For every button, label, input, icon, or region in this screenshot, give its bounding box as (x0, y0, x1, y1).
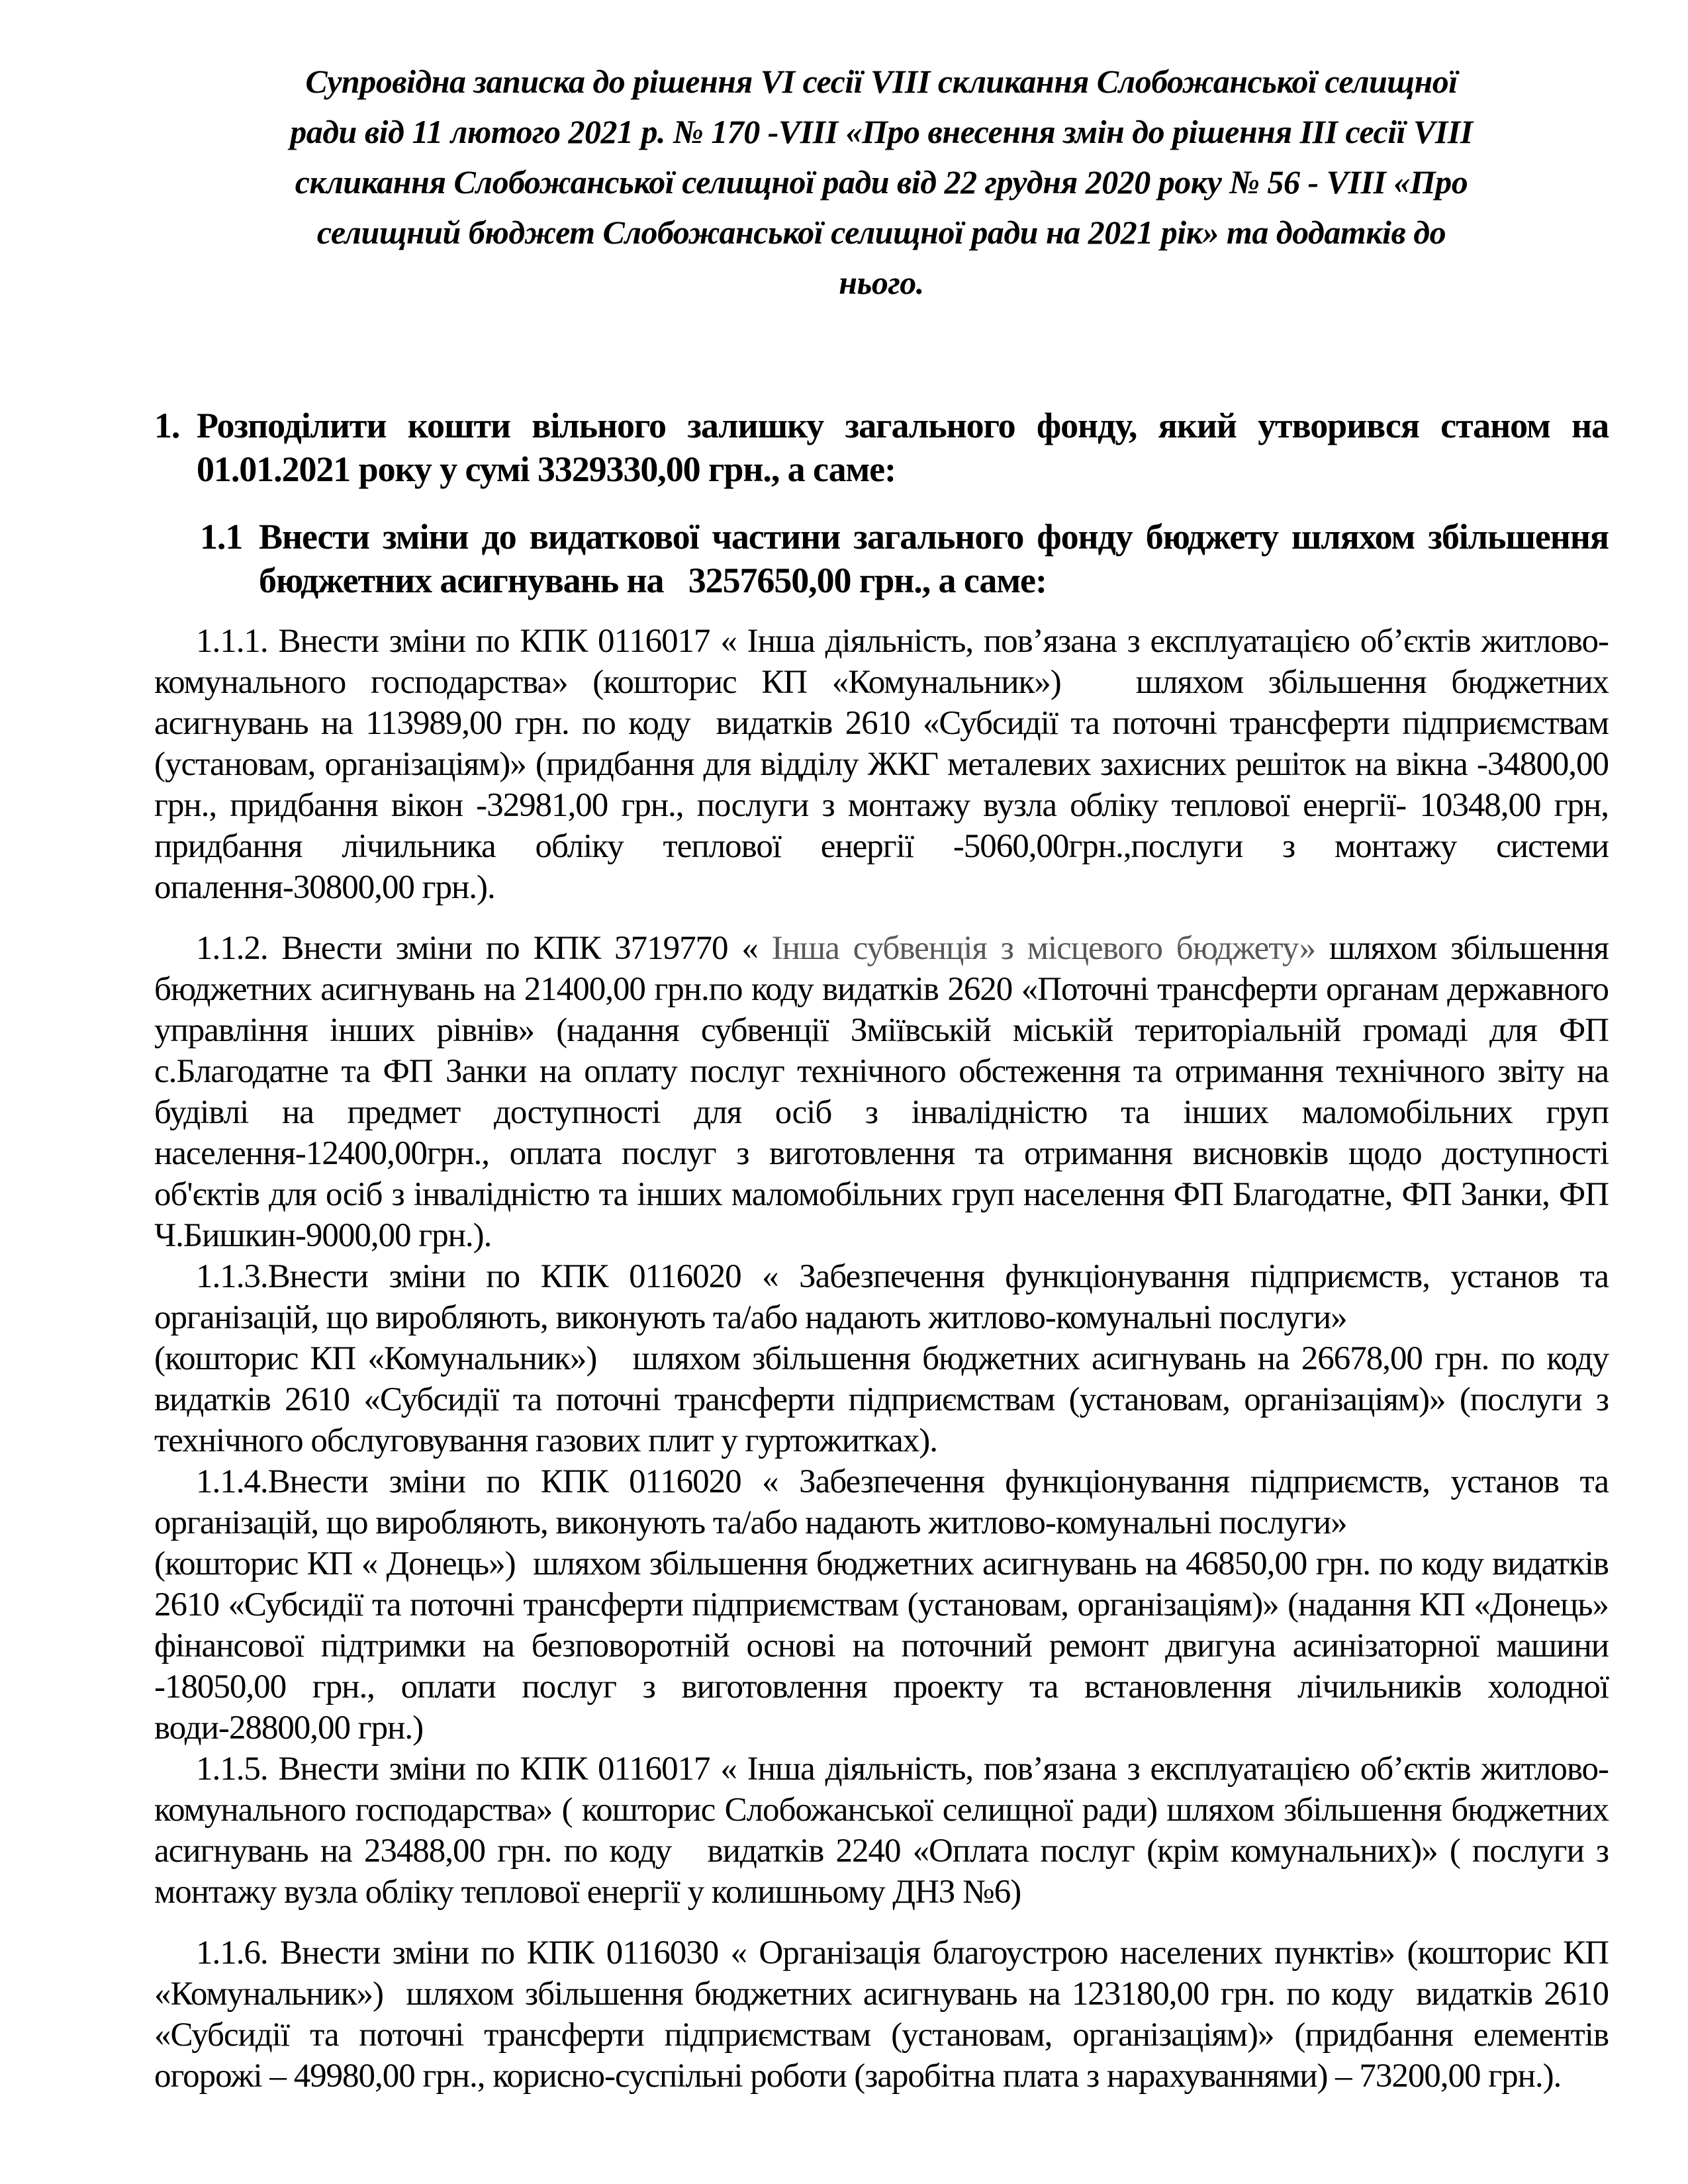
paragraph-1-1-1 (154, 621, 1609, 908)
paragraph-1-1-6 (154, 1933, 1609, 2097)
text-run: 1.1.5. Внести зміни по КПК 0116017 « Інша діяльність, пов’язана з експлуатацією об’єктів житлово-комунального господарства» ( кошторис Слобожанської селищної ради) шляхом збільшення бюджетних асигнувань на 23488,00 грн. по коду видатків 2240 «Оплата послуг (крім комунальних)» ( послуги з монтажу вузла обліку теплової енергії у колишньому ДНЗ №6) (154, 1751, 1609, 1911)
text-run: (кошторис КП «Комунальник») шляхом збільшення бюджетних асигнувань на 26678,00 грн. по коду видатків 2610 «Субсидії та поточні трансферти підприємствам (установам, організаціям)» (послуги з технічного обслуговування газових плит у гуртожитках). (154, 1340, 1609, 1459)
text-run: (кошторис КП « Донець») шляхом збільшення бюджетних асигнувань на 46850,00 грн. по коду видатків 2610 «Субсидії та поточні трансферти підприємствам (установам, організаціям)» (надання КП «Донець» фінансової підтримки на безповоротній основі на поточний ремонт двигуна асинізаторної машини -18050,00 грн., оплати послуг з виготовлення проекту та встановлення лічильників холодної води-28800,00 грн.) (154, 1545, 1609, 1747)
title-line: Супровідна записка до рішення VI сесії VIII скликання Слобожанської селищної (305, 63, 1458, 100)
paragraph-1-1-5 (154, 1749, 1609, 1913)
text-run: 1.1.6. Внести зміни по КПК 0116030 « Організація благоустрою населених пунктів» (кошторис КП «Комунальник») шляхом збільшення бюджетних асигнувань на 123180,00 грн. по коду видатків 2610 «Субсидії та поточні трансферти підприємствам (установам, організаціям)» (придбання елементів огорожі – 49980,00 грн., корисно-суспільні роботи (заробітна плата з нарахуваннями) – 73200,00 грн.). (154, 1934, 1609, 2095)
text-run: 1.1.4.Внести зміни по КПК 0116020 « Забезпечення функціонування підприємств, установ та організацій, що виробляють, виконують та/або надають житлово-комунальні послуги» (154, 1463, 1609, 1541)
list-item-number: 1.1 (200, 517, 243, 557)
title-line: селищний бюджет Слобожанської селищної ради на 2021 рік» та додатків до (316, 214, 1446, 251)
list-item-number: 1. (154, 406, 180, 445)
text-run: 1.1.3.Внести зміни по КПК 0116020 « Забезпечення функціонування підприємств, установ та організацій, що виробляють, виконують та/або надають житлово-комунальні послуги» (154, 1258, 1609, 1336)
text-run: шляхом збільшення бюджетних асигнувань на 21400,00 грн.по коду видатків 2620 «Поточні трансферти органам державного управління інших рівнів» (надання субвенції Зміївській міській територіальній громаді для ФП с.Благодатне та ФП Занки на оплату послуг технічного обстеження та отримання технічного звіту на будівлі на предмет доступності для осіб з інвалідністю та інших маломобільних груп населення-12400,00грн., оплата послуг з виготовлення та отримання висновків щодо доступності об'єктів для осіб з інвалідністю та інших маломобільних груп населення ФП Благодатне, ФП Занки, ФП Ч.Бишкин-9000,00 грн.). (154, 930, 1609, 1254)
text-run: 1.1.1. Внести зміни по КПК 0116017 « Інша діяльність, пов’язана з експлуатацією об’єктів житлово-комунального господарства» (кошторис КП «Комунальник») шляхом збільшення бюджетних асигнувань на 113989,00 грн. по коду видатків 2610 «Субсидії та поточні трансферти підприємствам (установам, організаціям)» (придбання для відділу ЖКГ металевих захисних решіток на вікна -34800,00 грн., придбання вікон -32981,00 грн., послуги з монтажу вузла обліку теплової енергії- 10348,00 грн, придбання лічильника обліку теплової енергії -5060,00грн.,послуги з монтажу системи опалення-30800,00 грн.). (154, 623, 1609, 906)
list-item-text: Розподілити кошти вільного залишку загального фонду, який утворився станом на 01.01.2021 року у сумі 3329330,00 грн., а саме: (197, 406, 1609, 489)
list-item-text: Внести зміни до видаткової частини загального фонду бюджету шляхом збільшення бюджетних асигнувань на 3257650,00 грн., а саме: (259, 517, 1609, 600)
document-title (154, 56, 1609, 308)
text-run: 1.1.2. Внести зміни по КПК 3719770 « (196, 930, 772, 967)
paragraph-list (154, 621, 1609, 2097)
title-line: скликання Слобожанської селищної ради від 22 грудня 2020 року № 56 - VIII «Про (295, 163, 1468, 201)
title-line: ради від 11 лютого 2021 р. № 170 -VIII «Про внесення змін до рішення III сесії VIII (290, 113, 1473, 150)
paragraph-1-1-3 (154, 1256, 1609, 1461)
paragraph-1-1-2 (154, 928, 1609, 1256)
numbered-list (154, 404, 1609, 602)
text-run: Інша субвенція з місцевого бюджету» (771, 930, 1316, 967)
paragraph-1-1-4 (154, 1461, 1609, 1749)
list-item-1 (154, 404, 1609, 491)
list-item-1-1 (200, 515, 1609, 602)
title-line: нього. (839, 264, 924, 301)
